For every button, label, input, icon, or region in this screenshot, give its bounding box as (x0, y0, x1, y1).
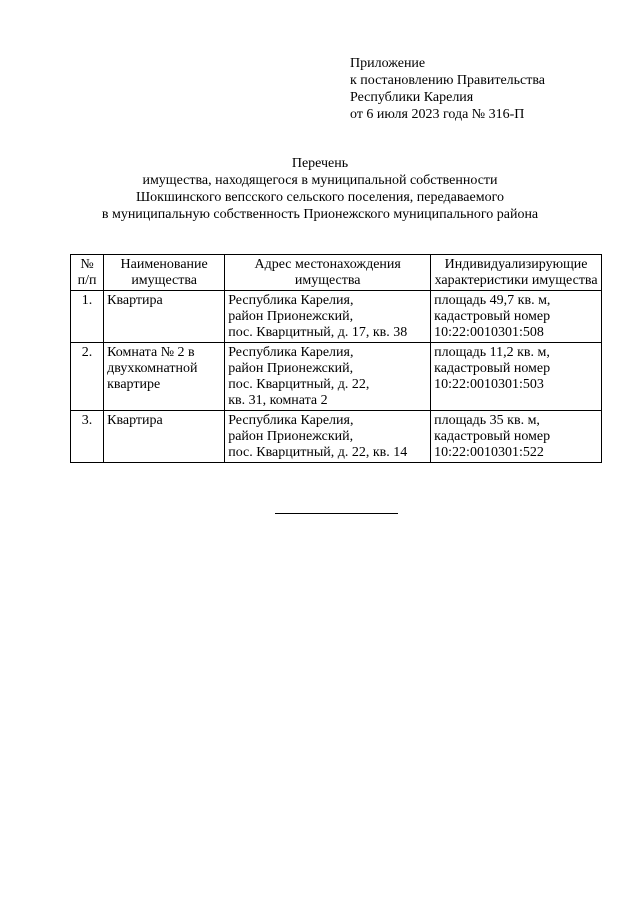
header-name (104, 255, 225, 291)
cell-line: кадастровый номер (434, 361, 551, 376)
cell-line: 10:22:0010301:508 (434, 325, 544, 340)
header-address (225, 255, 431, 291)
row-name (104, 343, 225, 411)
header-line: п/п (77, 273, 97, 288)
row-address (225, 411, 431, 463)
closing-divider (275, 513, 398, 514)
title-line: Шокшинского вепсского сельского поселения, передаваемого (136, 190, 504, 205)
cell-line: Республика Карелия, (228, 293, 354, 308)
cell-line: 10:22:0010301:522 (434, 445, 544, 460)
cell-line: район Прионежский, (228, 429, 354, 444)
cell-line: район Прионежский, (228, 309, 354, 324)
row-characteristics (431, 343, 602, 411)
cell-line: пос. Кварцитный, д. 17, кв. 38 (228, 325, 408, 340)
cell-line: Республика Карелия, (228, 413, 354, 428)
header-line: имущества (531, 273, 598, 288)
header-line: имущества (131, 273, 197, 288)
header-line: Индивидуализирующие (444, 257, 588, 272)
header-characteristics (431, 255, 602, 291)
cell-line: пос. Кварцитный, д. 22, (228, 377, 370, 392)
header-line: имущества (294, 273, 361, 288)
row-num: 2. (71, 343, 104, 411)
table-header-row (71, 255, 602, 291)
cell-line: кв. 31, комната 2 (228, 393, 328, 408)
row-address (225, 291, 431, 343)
cell-line: 10:22:0010301:503 (434, 377, 544, 392)
title-line: Перечень (291, 156, 349, 171)
property-table (70, 254, 602, 463)
cell-line: Квартира (107, 293, 163, 308)
cell-line: площадь 35 кв. м, (434, 413, 540, 428)
cell-line: район Прионежский, (228, 361, 354, 376)
approval-block (350, 55, 545, 123)
row-name (104, 291, 225, 343)
approval-line: к постановлению Правительства (350, 73, 546, 88)
table-row (71, 291, 602, 343)
cell-line: площадь 49,7 кв. м, (434, 293, 551, 308)
cell-line: пос. Кварцитный, д. 22, кв. 14 (228, 445, 408, 460)
row-num: 1. (71, 291, 104, 343)
row-characteristics (431, 291, 602, 343)
header-line: Наименование (120, 257, 208, 272)
header-num (71, 255, 104, 291)
cell-line: Комната № 2 в (107, 345, 195, 360)
table-row (71, 343, 602, 411)
title-line: в муниципальную собственность Прионежского муниципального района (101, 207, 539, 222)
header-line: местонахождения (295, 257, 401, 272)
approval-line: Приложение (350, 56, 426, 71)
header-line: Адрес (254, 257, 292, 272)
cell-line: кадастровый номер (434, 309, 551, 324)
cell-line: двухкомнатной (107, 361, 198, 376)
header-line: характеристики (434, 273, 529, 288)
approval-line: Республики Карелия (350, 90, 474, 105)
row-address (225, 343, 431, 411)
cell-line: квартире (107, 377, 161, 392)
table-row (71, 411, 602, 463)
title-line: имущества, находящегося в муниципальной собственности (142, 173, 498, 188)
row-name (104, 411, 225, 463)
header-line: № (80, 257, 94, 272)
cell-line: площадь 11,2 кв. м, (434, 345, 550, 360)
row-num: 3. (71, 411, 104, 463)
cell-line: Квартира (107, 413, 163, 428)
cell-line: кадастровый номер (434, 429, 551, 444)
cell-line: Республика Карелия, (228, 345, 354, 360)
row-characteristics (431, 411, 602, 463)
document-title (0, 155, 640, 223)
approval-line: от 6 июля 2023 года № 316-П (350, 107, 525, 122)
